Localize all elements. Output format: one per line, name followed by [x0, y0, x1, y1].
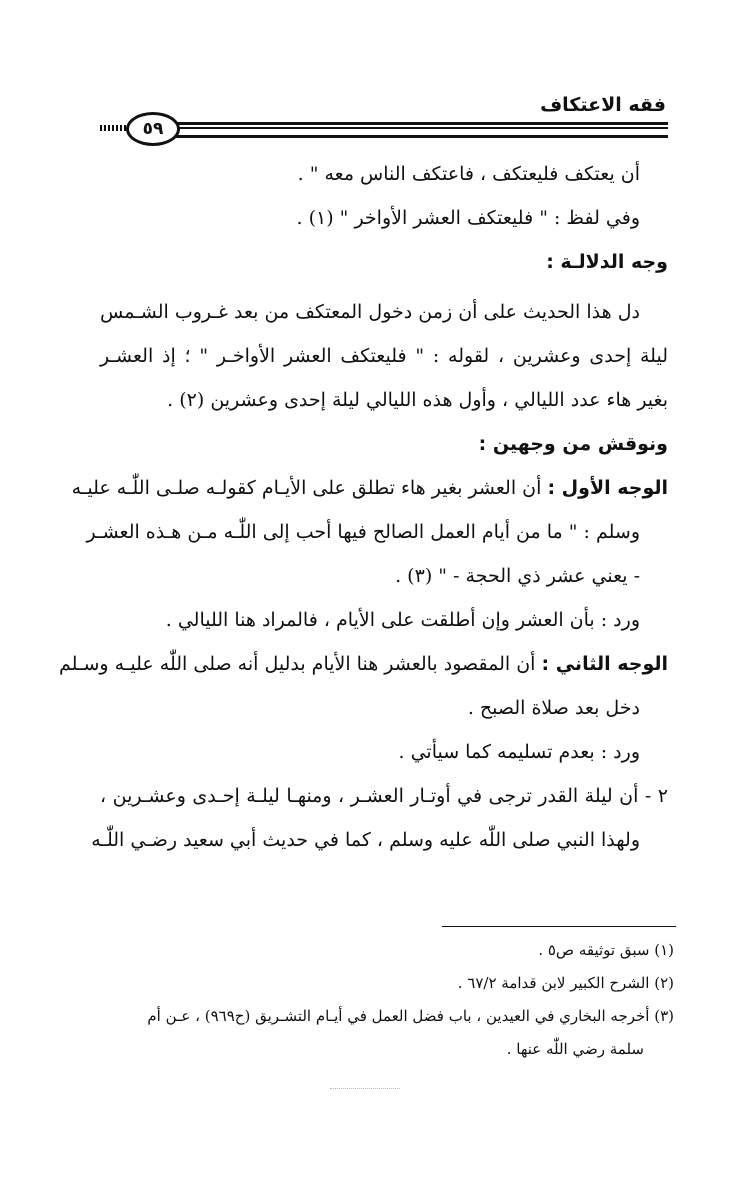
point-label: الوجه الأول : [547, 477, 668, 499]
footnote: (٢) الشرح الكبير لابن قدامة ٦٧/٢ . [457, 974, 674, 992]
footnotes [100, 934, 674, 1066]
section-heading: وجه الدلالـة : [546, 251, 668, 273]
running-title: فقه الاعتكاف [540, 94, 666, 116]
body-line: ولهذا النبي صلى اللّٰه عليه وسلم ، كما في حديث أبي سعيد رضـي اللّٰـه [91, 829, 640, 851]
body-line: ورد : بعدم تسليمه كما سيأتي . [398, 741, 640, 763]
body-line [71, 466, 668, 510]
point-text: أن العشر بغير هاء تطلق على الأيـام كقولـه صلـى اللّٰـه عليـه [71, 477, 542, 499]
body-line: ٢ - أن ليلة القدر ترجى في أوتـار العشـر ، ومنهـا ليلـة إحـدى وعشـرين ، [100, 785, 668, 807]
point-label: الوجه الثاني : [541, 653, 668, 675]
footnote-separator [442, 926, 676, 927]
body-line: دخل بعد صلاة الصبح . [467, 697, 640, 719]
page-number: ٥٩ [126, 112, 180, 146]
body-line: - يعني عشر ذي الحجة - " (٣) . [395, 565, 640, 587]
footnote: (٣) أخرجه البخاري في العيدين ، باب فضل العمل في أيـام التشـريق (ح٩٦٩) ، عـن أم [147, 1007, 674, 1025]
body-line: وسلم : " ما من أيام العمل الصالح فيها أحب إلى اللّٰـه مـن هـذه العشـر [86, 521, 640, 543]
scan-smudge [330, 1080, 400, 1089]
body-line [59, 642, 668, 686]
footnote: (١) سبق توثيقه ص٥ . [538, 941, 674, 959]
header-rule [100, 118, 668, 144]
body-line: بغير هاء عدد الليالي ، وأول هذه الليالي ليلة إحدى وعشرين (٢) . [167, 389, 668, 411]
body-text [59, 152, 668, 862]
body-line: أن يعتكف فليعتكف ، فاعتكف الناس معه " . [297, 163, 640, 185]
rule-double-line [170, 122, 668, 138]
body-line: ليلة إحدى وعشرين ، لقوله : " فليعتكف العشر الأواخـر " ؛ إذ العشـر [100, 345, 668, 367]
body-line: ورد : بأن العشر وإن أطلقت على الأيام ، فالمراد هنا الليالي . [165, 609, 640, 631]
footnote-continuation: سلمة رضي اللّٰه عنها . [506, 1040, 644, 1058]
body-line: دل هذا الحديث على أن زمن دخول المعتكف من بعد غـروب الشـمس [100, 301, 640, 323]
section-heading: ونوقش من وجهين : [478, 433, 668, 455]
body-line: وفي لفظ : " فليعتكف العشر الأواخر " (١) . [296, 207, 640, 229]
point-text: أن المقصود بالعشر هنا الأيام بدليل أنه صلى اللّٰه عليـه وسـلم [59, 653, 536, 675]
